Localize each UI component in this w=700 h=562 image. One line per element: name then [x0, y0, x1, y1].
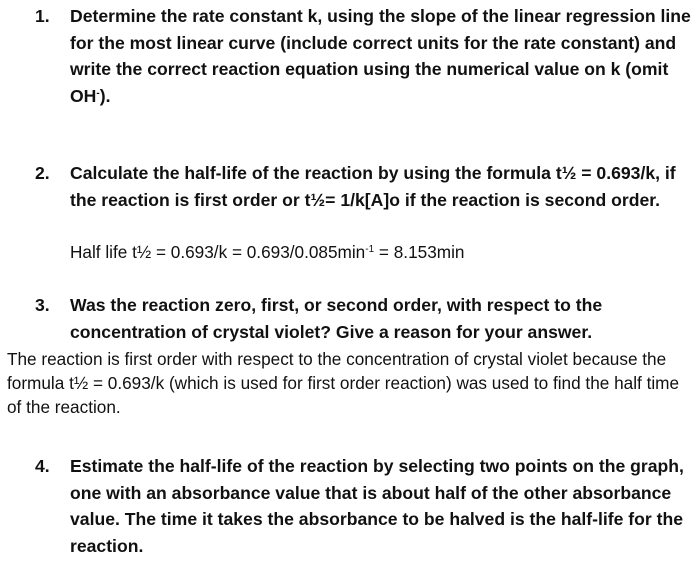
question-1-number: 1.: [35, 6, 50, 26]
question-2-answer: [70, 240, 692, 264]
question-2-number: 2.: [35, 163, 50, 183]
question-1-superscript: -: [96, 87, 100, 99]
question-1-text-main: Determine the rate constant k, using the slope of the linear regression line for the most linear curve (include correct units for the rate constant) and write the correct reaction equation using the numerical value on k (omit OH: [70, 6, 691, 106]
question-4-number: 4.: [35, 456, 50, 476]
question-2-answer-superscript: -1: [365, 244, 375, 255]
question-3-number: 3.: [35, 295, 50, 315]
question-4-text: Estimate the half-life of the reaction by selecting two points on the graph, one with an absorbance value that is about half of the other absorbance value. The time it takes the absorbance to be halved is the half-life for the reaction.: [70, 456, 684, 556]
question-2-text: Calculate the half-life of the reaction by using the formula t½ = 0.693/k, if the reaction is first order or t½= 1/k[A]o if the reaction is second order.: [70, 163, 676, 210]
question-3-answer: The reaction is first order with respect to the concentration of crystal violet because the formula t½ = 0.693/k (which is used for first order reaction) was used to find the half time of the reaction.: [7, 349, 680, 417]
question-2-answer-end: = 8.153min: [374, 242, 465, 262]
question-1-text: [70, 3, 692, 109]
question-2-answer-main: Half life t½ = 0.693/k = 0.693/0.085min: [70, 242, 366, 262]
question-3-text: Was the reaction zero, first, or second order, with respect to the concentration of crystal violet? Give a reason for your answer.: [70, 295, 603, 342]
question-1-text-end: ).: [99, 85, 111, 106]
